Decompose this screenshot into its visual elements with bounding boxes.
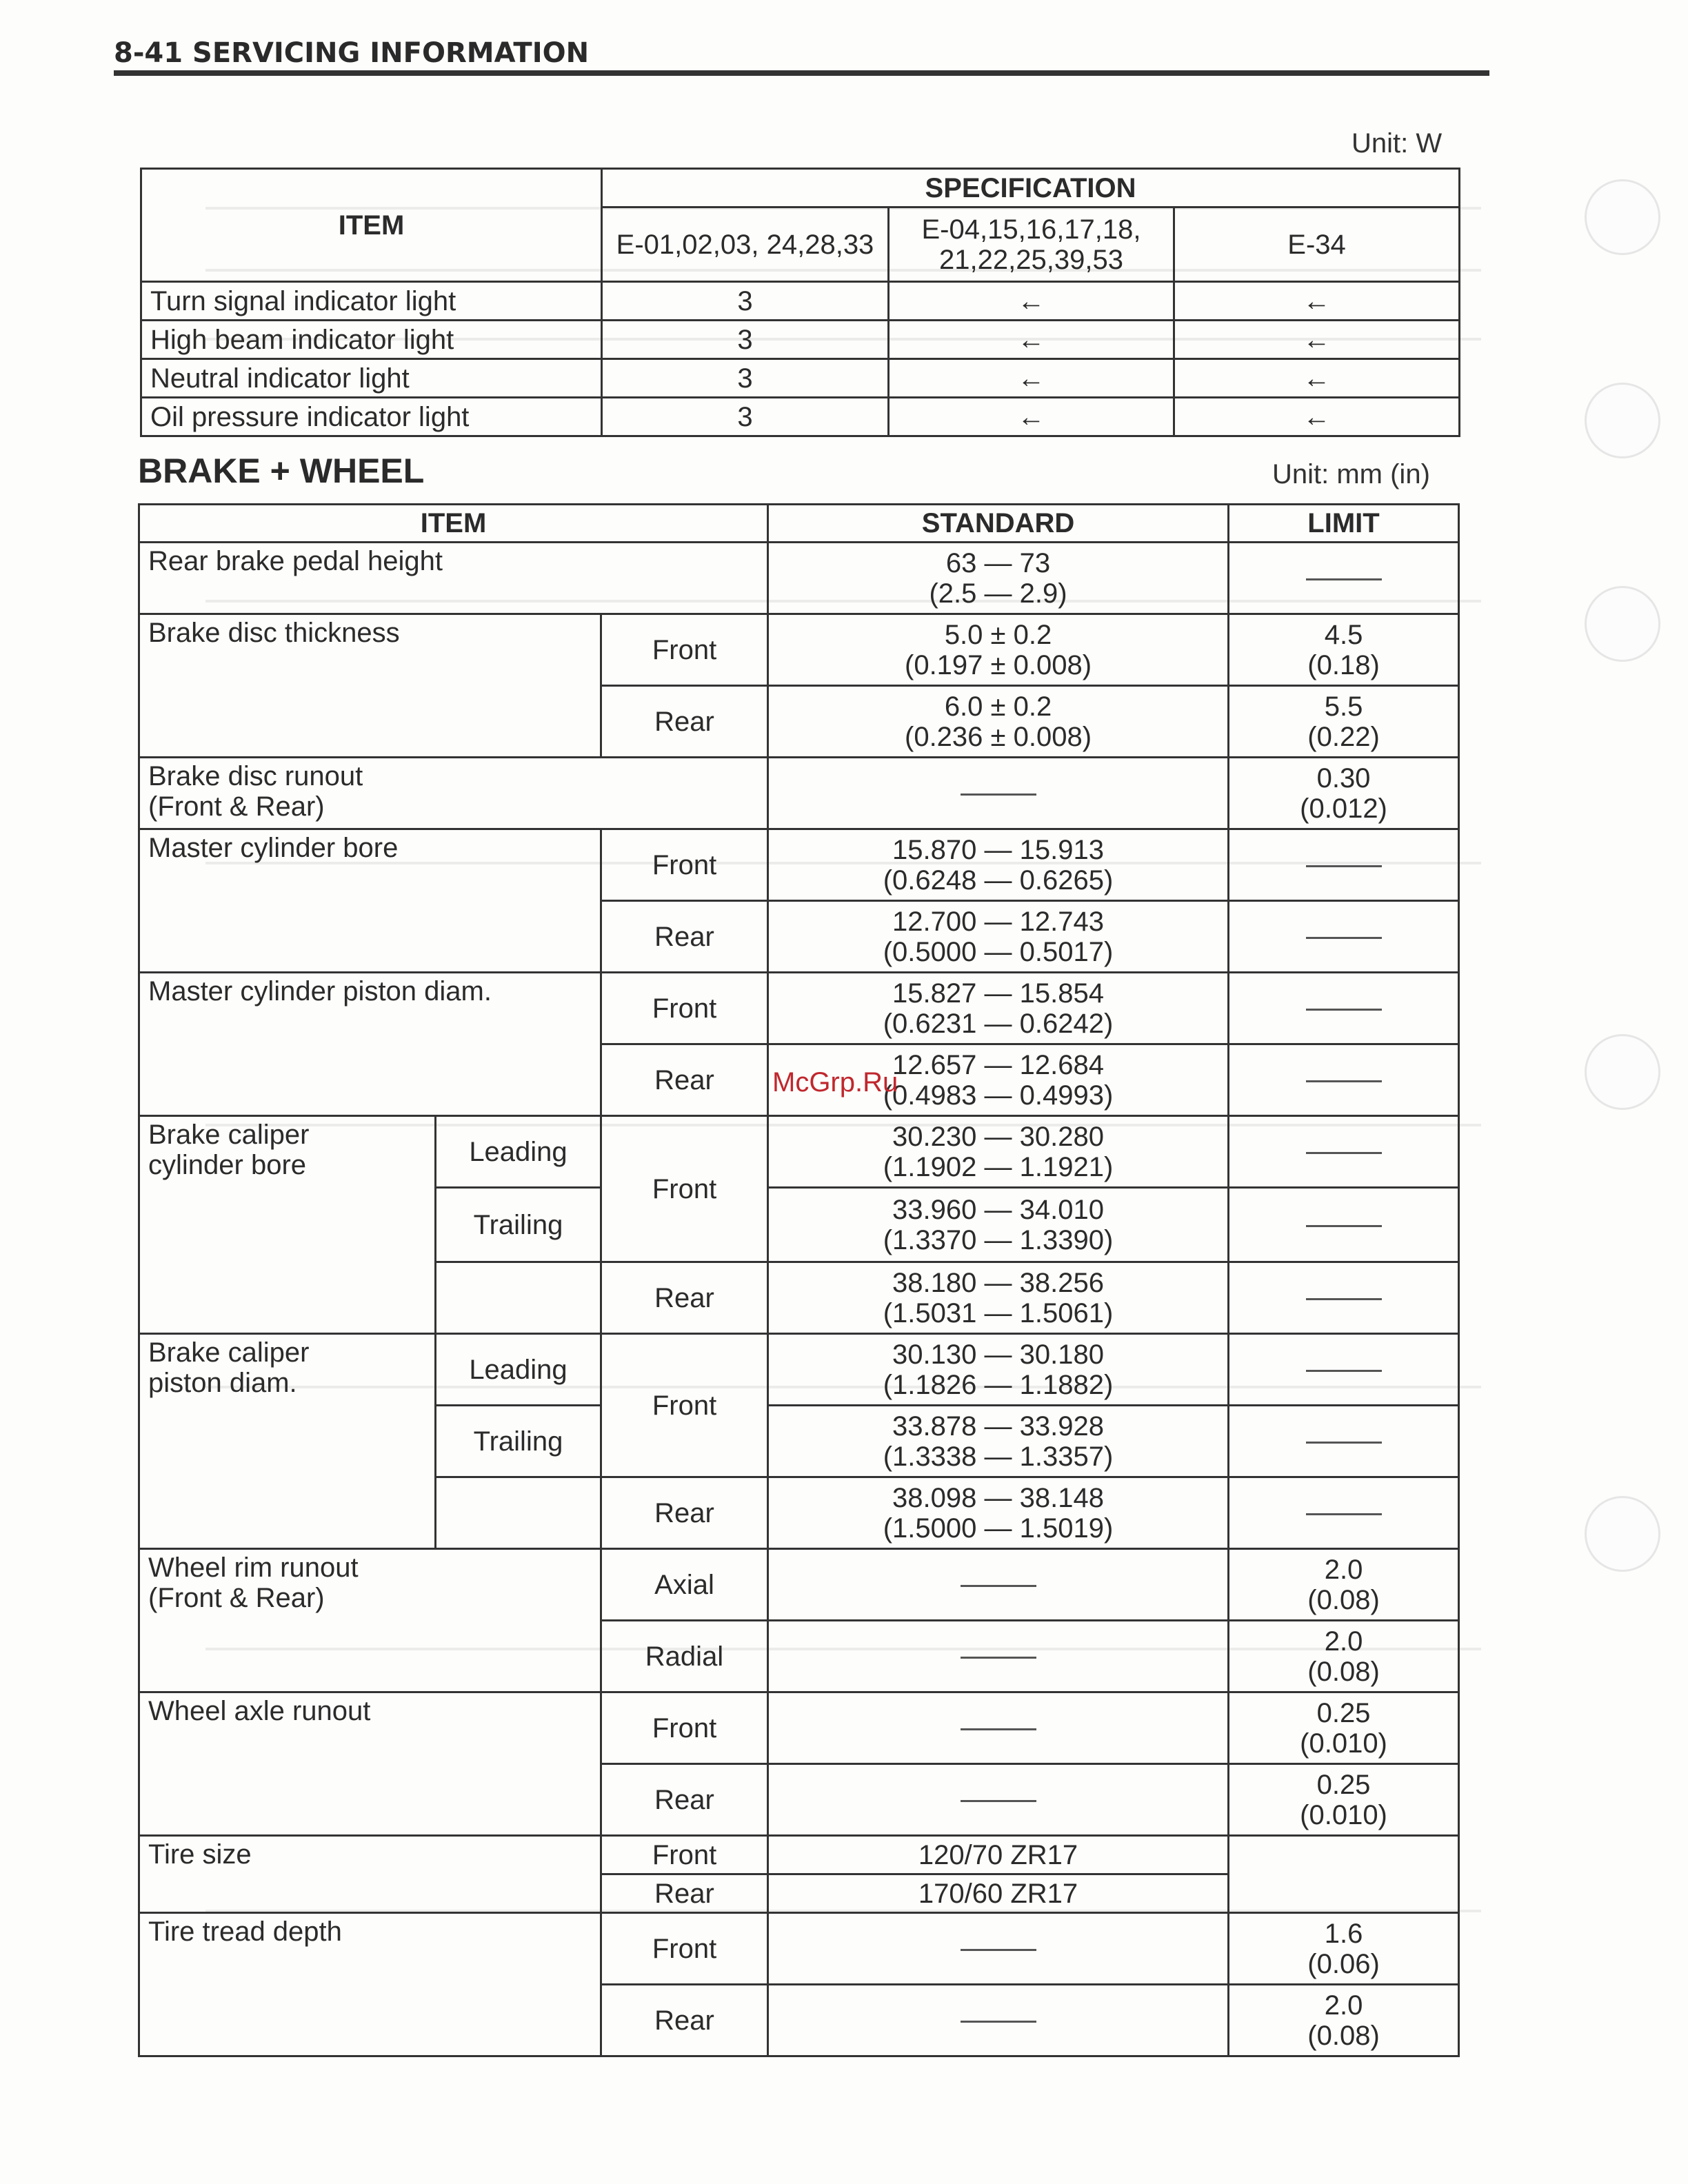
std-in: (0.4983 — 0.4993) [883, 1080, 1114, 1111]
lim-mm: 2.0 [1324, 1626, 1363, 1657]
dash-mark [1306, 937, 1382, 939]
position-cell: Rear [601, 1764, 768, 1836]
lim-mm: 0.25 [1316, 1697, 1371, 1728]
position-cell: Rear [601, 686, 768, 758]
item-cell: High beam indicator light [141, 321, 602, 359]
standard-cell [768, 1549, 1229, 1621]
dash-mark [1306, 1152, 1382, 1154]
position-cell: Rear [601, 1874, 768, 1913]
lim-mm: 5.5 [1324, 691, 1363, 722]
std-in: (0.197 ± 0.008) [905, 649, 1092, 680]
limit-cell [1229, 1621, 1459, 1692]
limit-cell [1229, 1406, 1459, 1477]
dash-mark [961, 1657, 1036, 1659]
value-cell: ← [889, 321, 1174, 359]
header-rule [114, 70, 1489, 76]
table-row [141, 321, 1460, 359]
lim-mm: 0.25 [1316, 1769, 1371, 1800]
lim-in: (0.06) [1307, 1948, 1380, 1979]
standard-cell [768, 686, 1229, 758]
standard-cell [768, 1621, 1229, 1692]
value-cell: 3 [602, 321, 889, 359]
lim-in: (0.08) [1307, 2020, 1380, 2051]
position-cell: Front [601, 1913, 768, 1985]
position-cell: Front [601, 614, 768, 686]
dash-mark [1306, 1442, 1382, 1444]
standard-cell: 120/70 ZR17 [768, 1836, 1229, 1874]
value-cell: ← [889, 359, 1174, 398]
col-header-specification: SPECIFICATION [602, 169, 1460, 208]
item-line: Brake caliper [148, 1120, 310, 1150]
item-cell: Tire size [139, 1836, 601, 1913]
limit-cell [1229, 1836, 1459, 1913]
value-cell: ← [889, 282, 1174, 321]
item-line: Wheel rim runout [148, 1553, 359, 1583]
item-cell: Tire tread depth [139, 1913, 601, 2056]
std-in: (1.1826 — 1.1882) [883, 1369, 1114, 1400]
sub-position-cell: Trailing [436, 1188, 601, 1262]
item-line: cylinder bore [148, 1150, 307, 1180]
position-cell: Rear [601, 1262, 768, 1334]
lim-in: (0.08) [1307, 1584, 1380, 1615]
brake-unit: Unit: mm (in) [1272, 459, 1430, 489]
table-row [141, 282, 1460, 321]
col-header-region-1: E-01,02,03, 24,28,33 [602, 208, 889, 282]
limit-cell [1229, 901, 1459, 973]
item-cell: Wheel axle runout [139, 1692, 601, 1836]
std-mm: 30.230 — 30.280 [892, 1121, 1104, 1152]
dash-mark [961, 2021, 1036, 2023]
table-row [139, 829, 1459, 901]
table-row [139, 1836, 1459, 1874]
limit-cell [1229, 686, 1459, 758]
wattage-unit: Unit: W [1352, 128, 1443, 159]
standard-cell [768, 1116, 1229, 1188]
std-mm: 38.180 — 38.256 [892, 1267, 1104, 1298]
std-mm: 33.960 — 34.010 [892, 1194, 1104, 1225]
standard-cell: 170/60 ZR17 [768, 1874, 1229, 1913]
table-row [139, 1549, 1459, 1621]
value-cell: 3 [602, 359, 889, 398]
std-mm: 5.0 ± 0.2 [944, 619, 1052, 650]
lim-mm: 1.6 [1324, 1918, 1363, 1949]
lim-in: (0.22) [1307, 721, 1380, 752]
std-in: (0.6248 — 0.6265) [883, 865, 1114, 896]
lim-mm: 2.0 [1324, 1554, 1363, 1585]
standard-cell [768, 1913, 1229, 1985]
limit-cell [1229, 758, 1459, 829]
value-cell: ← [1174, 398, 1460, 436]
dash-mark [961, 1949, 1036, 1951]
item-cell [139, 758, 768, 829]
standard-cell [768, 758, 1229, 829]
std-mm: 6.0 ± 0.2 [944, 691, 1052, 722]
std-in: (0.5000 — 0.5017) [883, 936, 1114, 967]
dash-mark [1306, 1009, 1382, 1011]
position-cell: Axial [601, 1549, 768, 1621]
std-mm: 12.657 — 12.684 [892, 1049, 1104, 1080]
limit-cell [1229, 1549, 1459, 1621]
dash-mark [961, 793, 1036, 796]
limit-cell [1229, 1985, 1459, 2056]
sub-position-cell: Trailing [436, 1406, 601, 1477]
std-in: (1.3370 — 1.3390) [883, 1224, 1114, 1255]
std-mm: 33.878 — 33.928 [892, 1410, 1104, 1442]
std-mm: 30.130 — 30.180 [892, 1339, 1104, 1370]
dash-mark [961, 1800, 1036, 1802]
position-cell: Rear [601, 1985, 768, 2056]
std-in: (0.236 ± 0.008) [905, 721, 1092, 752]
value-cell: 3 [602, 282, 889, 321]
lim-in: (0.012) [1300, 793, 1387, 824]
std-in: (1.3338 — 1.3357) [883, 1441, 1114, 1472]
page-header: 8-41 SERVICING INFORMATION [114, 37, 590, 69]
item-cell [139, 1334, 436, 1549]
limit-cell [1229, 1913, 1459, 1985]
lim-mm: 4.5 [1324, 619, 1363, 650]
std-mm: 15.827 — 15.854 [892, 978, 1104, 1009]
std-in: (0.6231 — 0.6242) [883, 1008, 1114, 1039]
standard-cell [768, 614, 1229, 686]
item-line: (Front & Rear) [148, 791, 325, 822]
dash-mark [1306, 1370, 1382, 1372]
item-cell [139, 1549, 601, 1692]
standard-cell [768, 1188, 1229, 1262]
item-line: (Front & Rear) [148, 1583, 325, 1613]
item-line: Brake caliper [148, 1337, 310, 1368]
std-mm: 63 — 73 [945, 547, 1051, 578]
sub-position-cell: Leading [436, 1116, 601, 1188]
std-in: (2.5 — 2.9) [929, 578, 1067, 609]
punch-hole [1585, 1034, 1660, 1110]
value-cell: 3 [602, 398, 889, 436]
standard-cell [768, 901, 1229, 973]
position-cell: Front [601, 1334, 768, 1477]
std-mm: 38.098 — 38.148 [892, 1482, 1104, 1513]
table-row [139, 614, 1459, 686]
dash-mark [1306, 865, 1382, 867]
value-cell: ← [889, 398, 1174, 436]
dash-mark [961, 1585, 1036, 1587]
value-cell: ← [1174, 359, 1460, 398]
limit-cell [1229, 1188, 1459, 1262]
standard-cell [768, 1406, 1229, 1477]
item-cell: Master cylinder bore [139, 829, 601, 973]
standard-cell [768, 543, 1229, 614]
item-cell [139, 1116, 436, 1334]
col-header-item: ITEM [141, 169, 602, 282]
table-row [139, 543, 1459, 614]
limit-cell [1229, 1334, 1459, 1406]
lim-in: (0.010) [1300, 1799, 1387, 1830]
std-in: (1.5031 — 1.5061) [883, 1297, 1114, 1328]
table-row [139, 1116, 1459, 1188]
position-cell: Front [601, 829, 768, 901]
position-cell: Rear [601, 901, 768, 973]
table-row [141, 398, 1460, 436]
dash-mark [1306, 1298, 1382, 1300]
item-cell: Neutral indicator light [141, 359, 602, 398]
col-header-limit: LIMIT [1229, 505, 1459, 543]
standard-cell [768, 1334, 1229, 1406]
item-cell: Oil pressure indicator light [141, 398, 602, 436]
lim-in: (0.010) [1300, 1728, 1387, 1759]
table-row [139, 1913, 1459, 1985]
wattage-table [140, 168, 1460, 437]
position-cell: Rear [601, 1044, 768, 1116]
lim-mm: 0.30 [1316, 762, 1371, 793]
col-header-standard: STANDARD [768, 505, 1229, 543]
position-cell: Radial [601, 1621, 768, 1692]
position-cell: Rear [601, 1477, 768, 1549]
position-cell: Front [601, 973, 768, 1044]
value-cell: ← [1174, 321, 1460, 359]
std-mm: 15.870 — 15.913 [892, 834, 1104, 865]
standard-cell [768, 1764, 1229, 1836]
punch-hole [1585, 179, 1660, 255]
standard-cell [768, 829, 1229, 901]
punch-hole [1585, 383, 1660, 458]
sub-position-cell: Leading [436, 1334, 601, 1406]
dash-mark [1306, 1513, 1382, 1515]
item-cell: Turn signal indicator light [141, 282, 602, 321]
limit-cell [1229, 1764, 1459, 1836]
table-row [139, 973, 1459, 1044]
limit-cell [1229, 543, 1459, 614]
lim-in: (0.18) [1307, 649, 1380, 680]
standard-cell [768, 1985, 1229, 2056]
limit-cell [1229, 1477, 1459, 1549]
std-in: (1.1902 — 1.1921) [883, 1151, 1114, 1182]
empty-cell [436, 1477, 601, 1549]
item-line: piston diam. [148, 1368, 297, 1398]
limit-cell [1229, 1044, 1459, 1116]
standard-cell [768, 1477, 1229, 1549]
limit-cell [1229, 1262, 1459, 1334]
item-cell: Brake disc thickness [139, 614, 601, 758]
lim-in: (0.08) [1307, 1656, 1380, 1687]
standard-cell [768, 1692, 1229, 1764]
limit-cell [1229, 829, 1459, 901]
punch-hole [1585, 586, 1660, 662]
section-title: BRAKE + WHEEL [138, 452, 425, 490]
limit-cell [1229, 1116, 1459, 1188]
table-row [139, 1334, 1459, 1406]
col-header-region-2: E-04,15,16,17,18, 21,22,25,39,53 [889, 208, 1174, 282]
value-cell: ← [1174, 282, 1460, 321]
limit-cell [1229, 973, 1459, 1044]
limit-cell [1229, 614, 1459, 686]
position-cell: Front [601, 1836, 768, 1874]
watermark: McGrp.Ru [772, 1067, 898, 1098]
punch-hole [1585, 1496, 1660, 1572]
table-row [139, 758, 1459, 829]
dash-mark [1306, 1225, 1382, 1227]
dash-mark [1306, 578, 1382, 580]
position-cell: Front [601, 1116, 768, 1262]
standard-cell [768, 1262, 1229, 1334]
limit-cell [1229, 1692, 1459, 1764]
standard-cell [768, 973, 1229, 1044]
brake-wheel-table [138, 503, 1460, 2057]
dash-mark [961, 1728, 1036, 1730]
item-cell: Rear brake pedal height [139, 543, 768, 614]
table-row [139, 1692, 1459, 1764]
std-mm: 12.700 — 12.743 [892, 906, 1104, 937]
empty-cell [436, 1262, 601, 1334]
item-line: Brake disc runout [148, 761, 363, 791]
lim-mm: 2.0 [1324, 1990, 1363, 2021]
position-cell: Front [601, 1692, 768, 1764]
col-header-item: ITEM [139, 505, 768, 543]
item-cell: Master cylinder piston diam. [139, 973, 601, 1116]
dash-mark [1306, 1080, 1382, 1082]
std-in: (1.5000 — 1.5019) [883, 1513, 1114, 1544]
col-header-region-3: E-34 [1174, 208, 1460, 282]
table-row [141, 359, 1460, 398]
